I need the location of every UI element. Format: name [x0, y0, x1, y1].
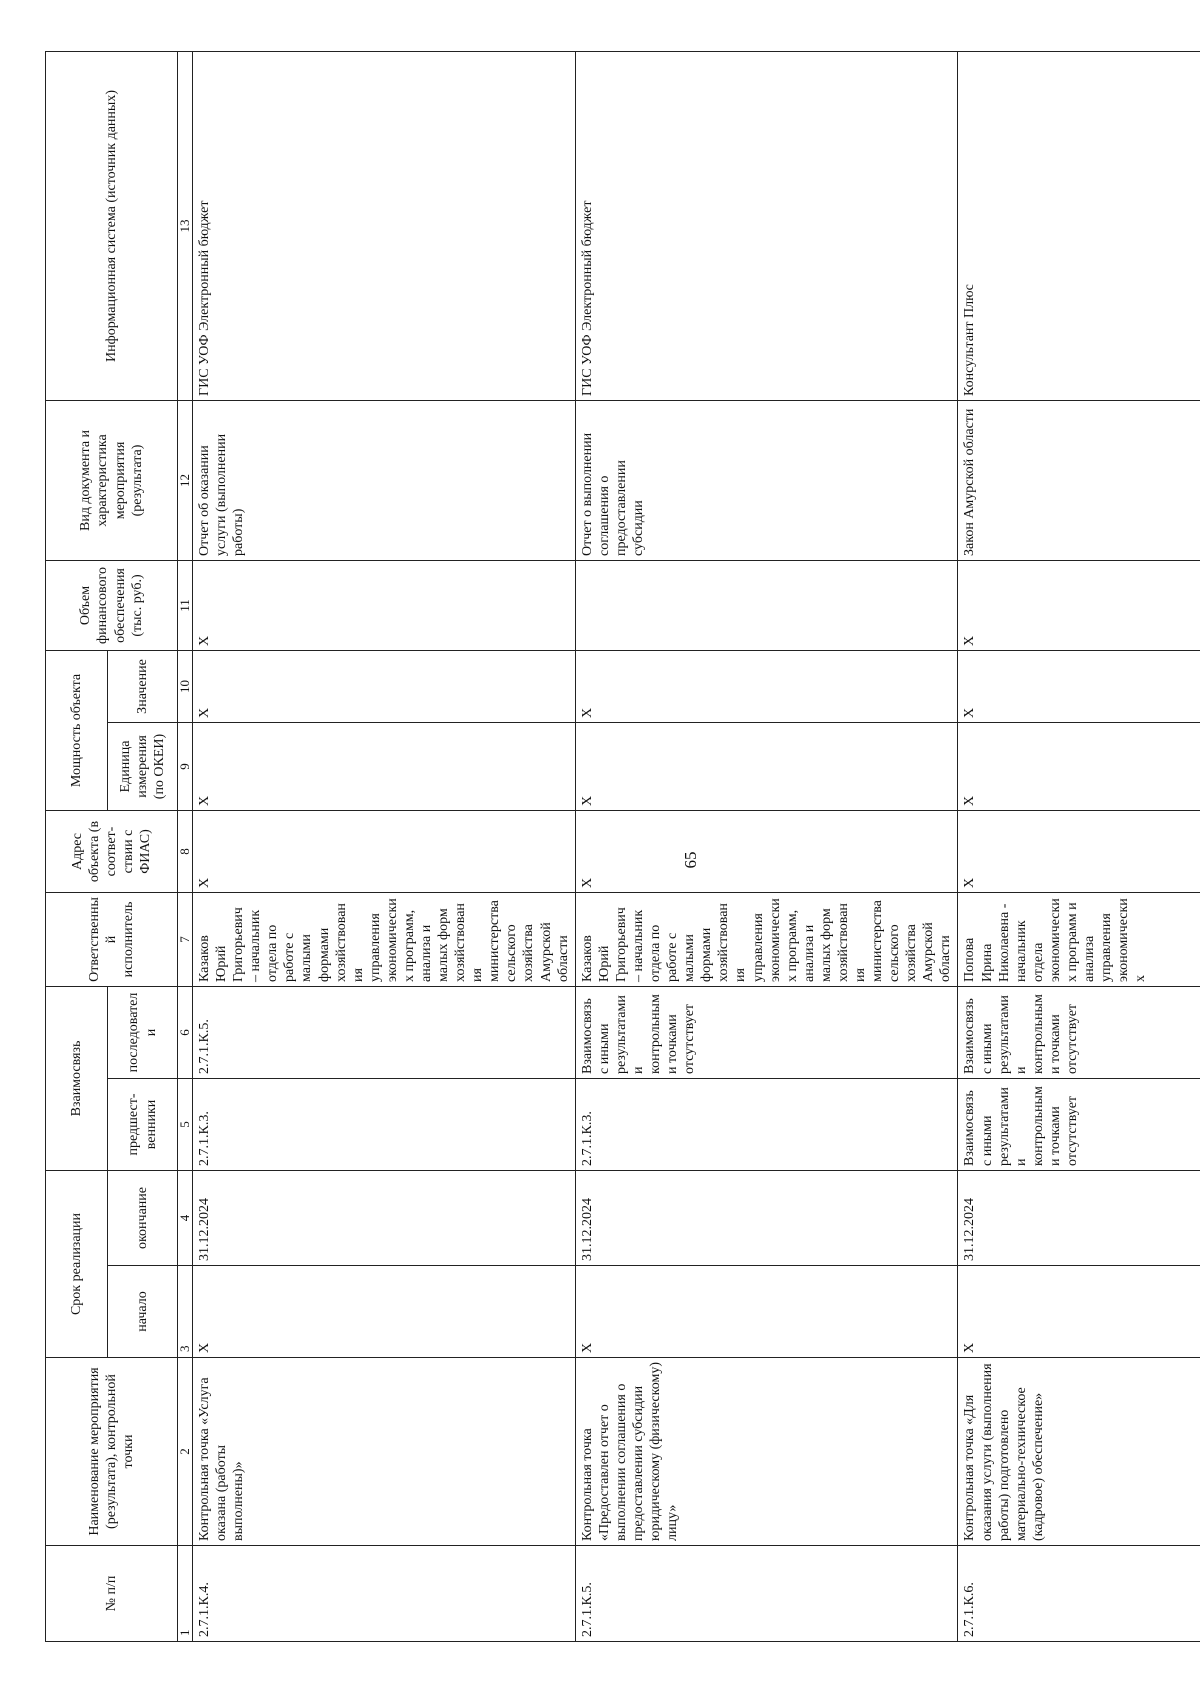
cell-finance	[575, 560, 958, 650]
cell-num: 2.7.1.К.6.	[958, 1546, 1200, 1642]
column-number: 12	[178, 400, 193, 560]
header-period-start: начало	[108, 1266, 178, 1358]
cell-successors: Взаимосвязь с иными результатами и контрольными точками отсутствует	[958, 987, 1200, 1079]
cell-address: Х	[575, 811, 958, 893]
header-capacity: Мощность объекта	[46, 650, 108, 810]
column-number: 10	[178, 650, 193, 722]
header-address: Адрес объекта (в соответ-ствии с ФИАС)	[46, 811, 178, 893]
column-number: 3	[178, 1266, 193, 1358]
header-predecessors: предшест-венники	[108, 1079, 178, 1171]
table-row	[193, 51, 576, 1641]
cell-address: Х	[958, 811, 1200, 893]
cell-num: 2.7.1.К.4.	[193, 1546, 576, 1642]
cell-value: Х	[193, 650, 576, 722]
table-row	[958, 51, 1200, 1641]
cell-info-system: ГИС УОФ Электронный бюджет	[575, 51, 958, 400]
cell-predecessors: Взаимосвязь с иными результатами и контрольными точками отсутствует	[958, 1079, 1200, 1171]
header-period-end: окончание	[108, 1171, 178, 1266]
cell-value: Х	[958, 650, 1200, 722]
page-number: 65	[681, 851, 700, 869]
cell-unit: Х	[958, 723, 1200, 811]
cell-responsible: Казаков Юрий Григорьевич – начальник отдела по работе с малыми формами хозяйствования управления экономических программ, анализа и малых форм хозяйствования министерства сельского хозяйства Амурской области	[193, 893, 576, 987]
cell-finance: Х	[193, 560, 576, 650]
header-relation: Взаимосвязь	[46, 987, 108, 1171]
header-row-1	[46, 51, 108, 1641]
cell-successors: 2.7.1.К.5.	[193, 987, 576, 1079]
rotated-table-container	[45, 52, 1155, 1642]
cell-unit: Х	[575, 723, 958, 811]
plan-table	[45, 51, 1200, 1642]
cell-info-system: ГИС УОФ Электронный бюджет	[193, 51, 576, 400]
cell-end: 31.12.2024	[958, 1171, 1200, 1266]
cell-predecessors: 2.7.1.К.3.	[575, 1079, 958, 1171]
header-finance: Объем финансового обеспечения (тыс. руб.)	[46, 560, 178, 650]
cell-predecessors: 2.7.1.К.3.	[193, 1079, 576, 1171]
cell-end: 31.12.2024	[575, 1171, 958, 1266]
column-number: 8	[178, 811, 193, 893]
header-period: Срок реализации	[46, 1171, 108, 1358]
header-info-system: Информационная система (источник данных)	[46, 51, 178, 400]
cell-unit: Х	[193, 723, 576, 811]
cell-name: Контрольная точка «Для оказания услуги (выполнения работы) подготовлено материально-техническое (кадровое) обеспечение»	[958, 1358, 1200, 1546]
column-number: 2	[178, 1358, 193, 1546]
column-number: 4	[178, 1171, 193, 1266]
cell-address: Х	[193, 811, 576, 893]
cell-document: Отчет об оказании услуги (выполнении работы)	[193, 400, 576, 560]
column-number-row	[178, 51, 193, 1641]
cell-value: Х	[575, 650, 958, 722]
header-successors: последователи	[108, 987, 178, 1079]
cell-num: 2.7.1.К.5.	[575, 1546, 958, 1642]
cell-start: Х	[193, 1266, 576, 1358]
header-name: Наименование мероприятия (результата), контрольной точки	[46, 1358, 178, 1546]
header-document: Вид документа и характеристика мероприятия (результата)	[46, 400, 178, 560]
cell-document: Отчет о выполнении соглашения о предоставлении субсидии	[575, 400, 958, 560]
header-capacity-value: Значение	[108, 650, 178, 722]
cell-finance: Х	[958, 560, 1200, 650]
cell-responsible: Попова Ирина Николаевна - начальник отдела экономических программ и анализа управления экономических	[958, 893, 1200, 987]
cell-successors: Взаимосвязь с иными результатами и контрольными точками отсутствует	[575, 987, 958, 1079]
cell-name: Контрольная точка «Услуга оказана (работы выполнены)»	[193, 1358, 576, 1546]
header-num: № п/п	[46, 1546, 178, 1642]
cell-name: Контрольная точка «Предоставлен отчет о выполнении соглашения о предоставлении субсидии юридическому (физическому) лицу»	[575, 1358, 958, 1546]
table-row	[575, 51, 958, 1641]
cell-document: Закон Амурской области	[958, 400, 1200, 560]
column-number: 13	[178, 51, 193, 400]
column-number: 9	[178, 723, 193, 811]
column-number: 6	[178, 987, 193, 1079]
column-number: 11	[178, 560, 193, 650]
cell-responsible: Казаков Юрий Григорьевич – начальник отдела по работе с малыми формами хозяйствования управления экономических программ, анализа и малых форм хозяйствования министерства сельского хозяйства Амурской области	[575, 893, 958, 987]
cell-end: 31.12.2024	[193, 1171, 576, 1266]
column-number: 1	[178, 1546, 193, 1642]
cell-start: Х	[958, 1266, 1200, 1358]
cell-info-system: Консультант Плюс	[958, 51, 1200, 400]
cell-start: Х	[575, 1266, 958, 1358]
header-responsible: Ответственный исполнитель	[46, 893, 178, 987]
header-capacity-unit: Единица измерения (по ОКЕИ)	[108, 723, 178, 811]
column-number: 5	[178, 1079, 193, 1171]
column-number: 7	[178, 893, 193, 987]
